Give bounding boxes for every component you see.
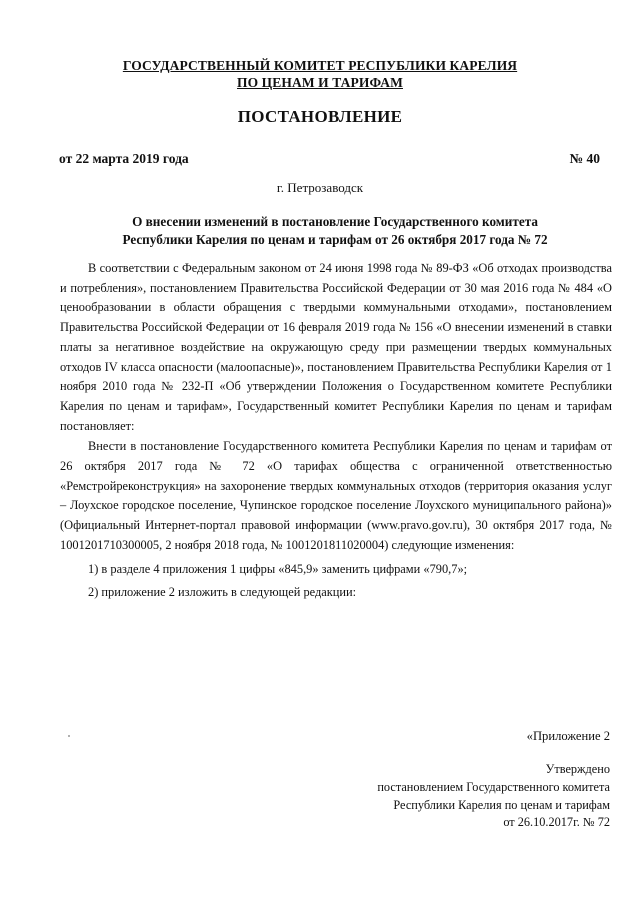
scan-speck [68,735,70,737]
document-city: г. Петрозаводск [276,180,364,195]
document-number: № 40 [569,151,600,166]
subject-line-1: О внесении изменений в постановление Государственного комитета [132,214,538,229]
approval-line-1: постановлением Государственного комитета [377,779,610,794]
document-date: от 22 марта 2019 года [59,151,189,166]
subject-line-2: Республики Карелия по ценам и тарифам от 26 октября 2017 года № 72 [122,232,548,247]
document-body [60,259,612,603]
approval-line-3: от 26.10.2017г. № 72 [503,815,610,830]
organization-name-line2: ПО ЦЕНАМ И ТАРИФАМ [237,75,403,90]
body-paragraph-2: Внести в постановление Государственного комитета Республики Карелия по ценам и тарифам от 26 октября 2017 года № 72 «О тарифах общества с ограниченной ответственностью «Ремстройреконструкция» на захоронение твердых коммунальных отходов (территория оказания услуг – Лоухское городское поселение, Чупинское городское поселение Лоухского муниципального района)» (Официальный Интернет-портал правовой информации (www.pravo.gov.ru), 30 октября 2017 года, № 1001201710300005, 2 ноября 2018 года, № 1001201811020004) следующие изменения: [60,439,612,552]
document-subject [95,213,575,249]
approval-line-2: Республики Карелия по ценам и тарифам [393,797,610,812]
change-item-2: 2) приложение 2 изложить в следующей редакции: [88,585,357,600]
organization-name-line1: ГОСУДАРСТВЕННЫЙ КОМИТЕТ РЕСПУБЛИКИ КАРЕЛИЯ [122,58,518,73]
change-item-1: 1) в разделе 4 приложения 1 цифры «845,9» заменить цифрами «790,7»; [88,561,468,576]
body-paragraph-1: В соответствии с Федеральным законом от 24 июня 1998 года № 89-ФЗ «Об отходах производства и потребления», постановлением Правительства Российской Федерации от 30 мая 2016 года № 484 «О ценообразовании в области обращения с твердыми коммунальными отходами», постановлением Правительства Российской Федерации от 16 февраля 2019 года № 156 «О внесении изменений в ставки платы за негативное воздействие на окружающую среду при размещении твердых коммунальных отходов IV класса опасности (малоопасные)», постановлением Правительства Республики Карелия от 1 ноября 2010 года № 232-П «Об утверждении Положения о Государственном комитете Республики Карелия по ценам и тарифам», Государственный комитет Республики Карелия по ценам и тарифам постановляет: [60,261,612,433]
annex-label: «Приложение 2 [526,729,610,743]
annex-approval-block [377,761,610,832]
document-type-title: ПОСТАНОВЛЕНИЕ [237,107,403,126]
approval-heading: Утверждено [545,762,610,776]
